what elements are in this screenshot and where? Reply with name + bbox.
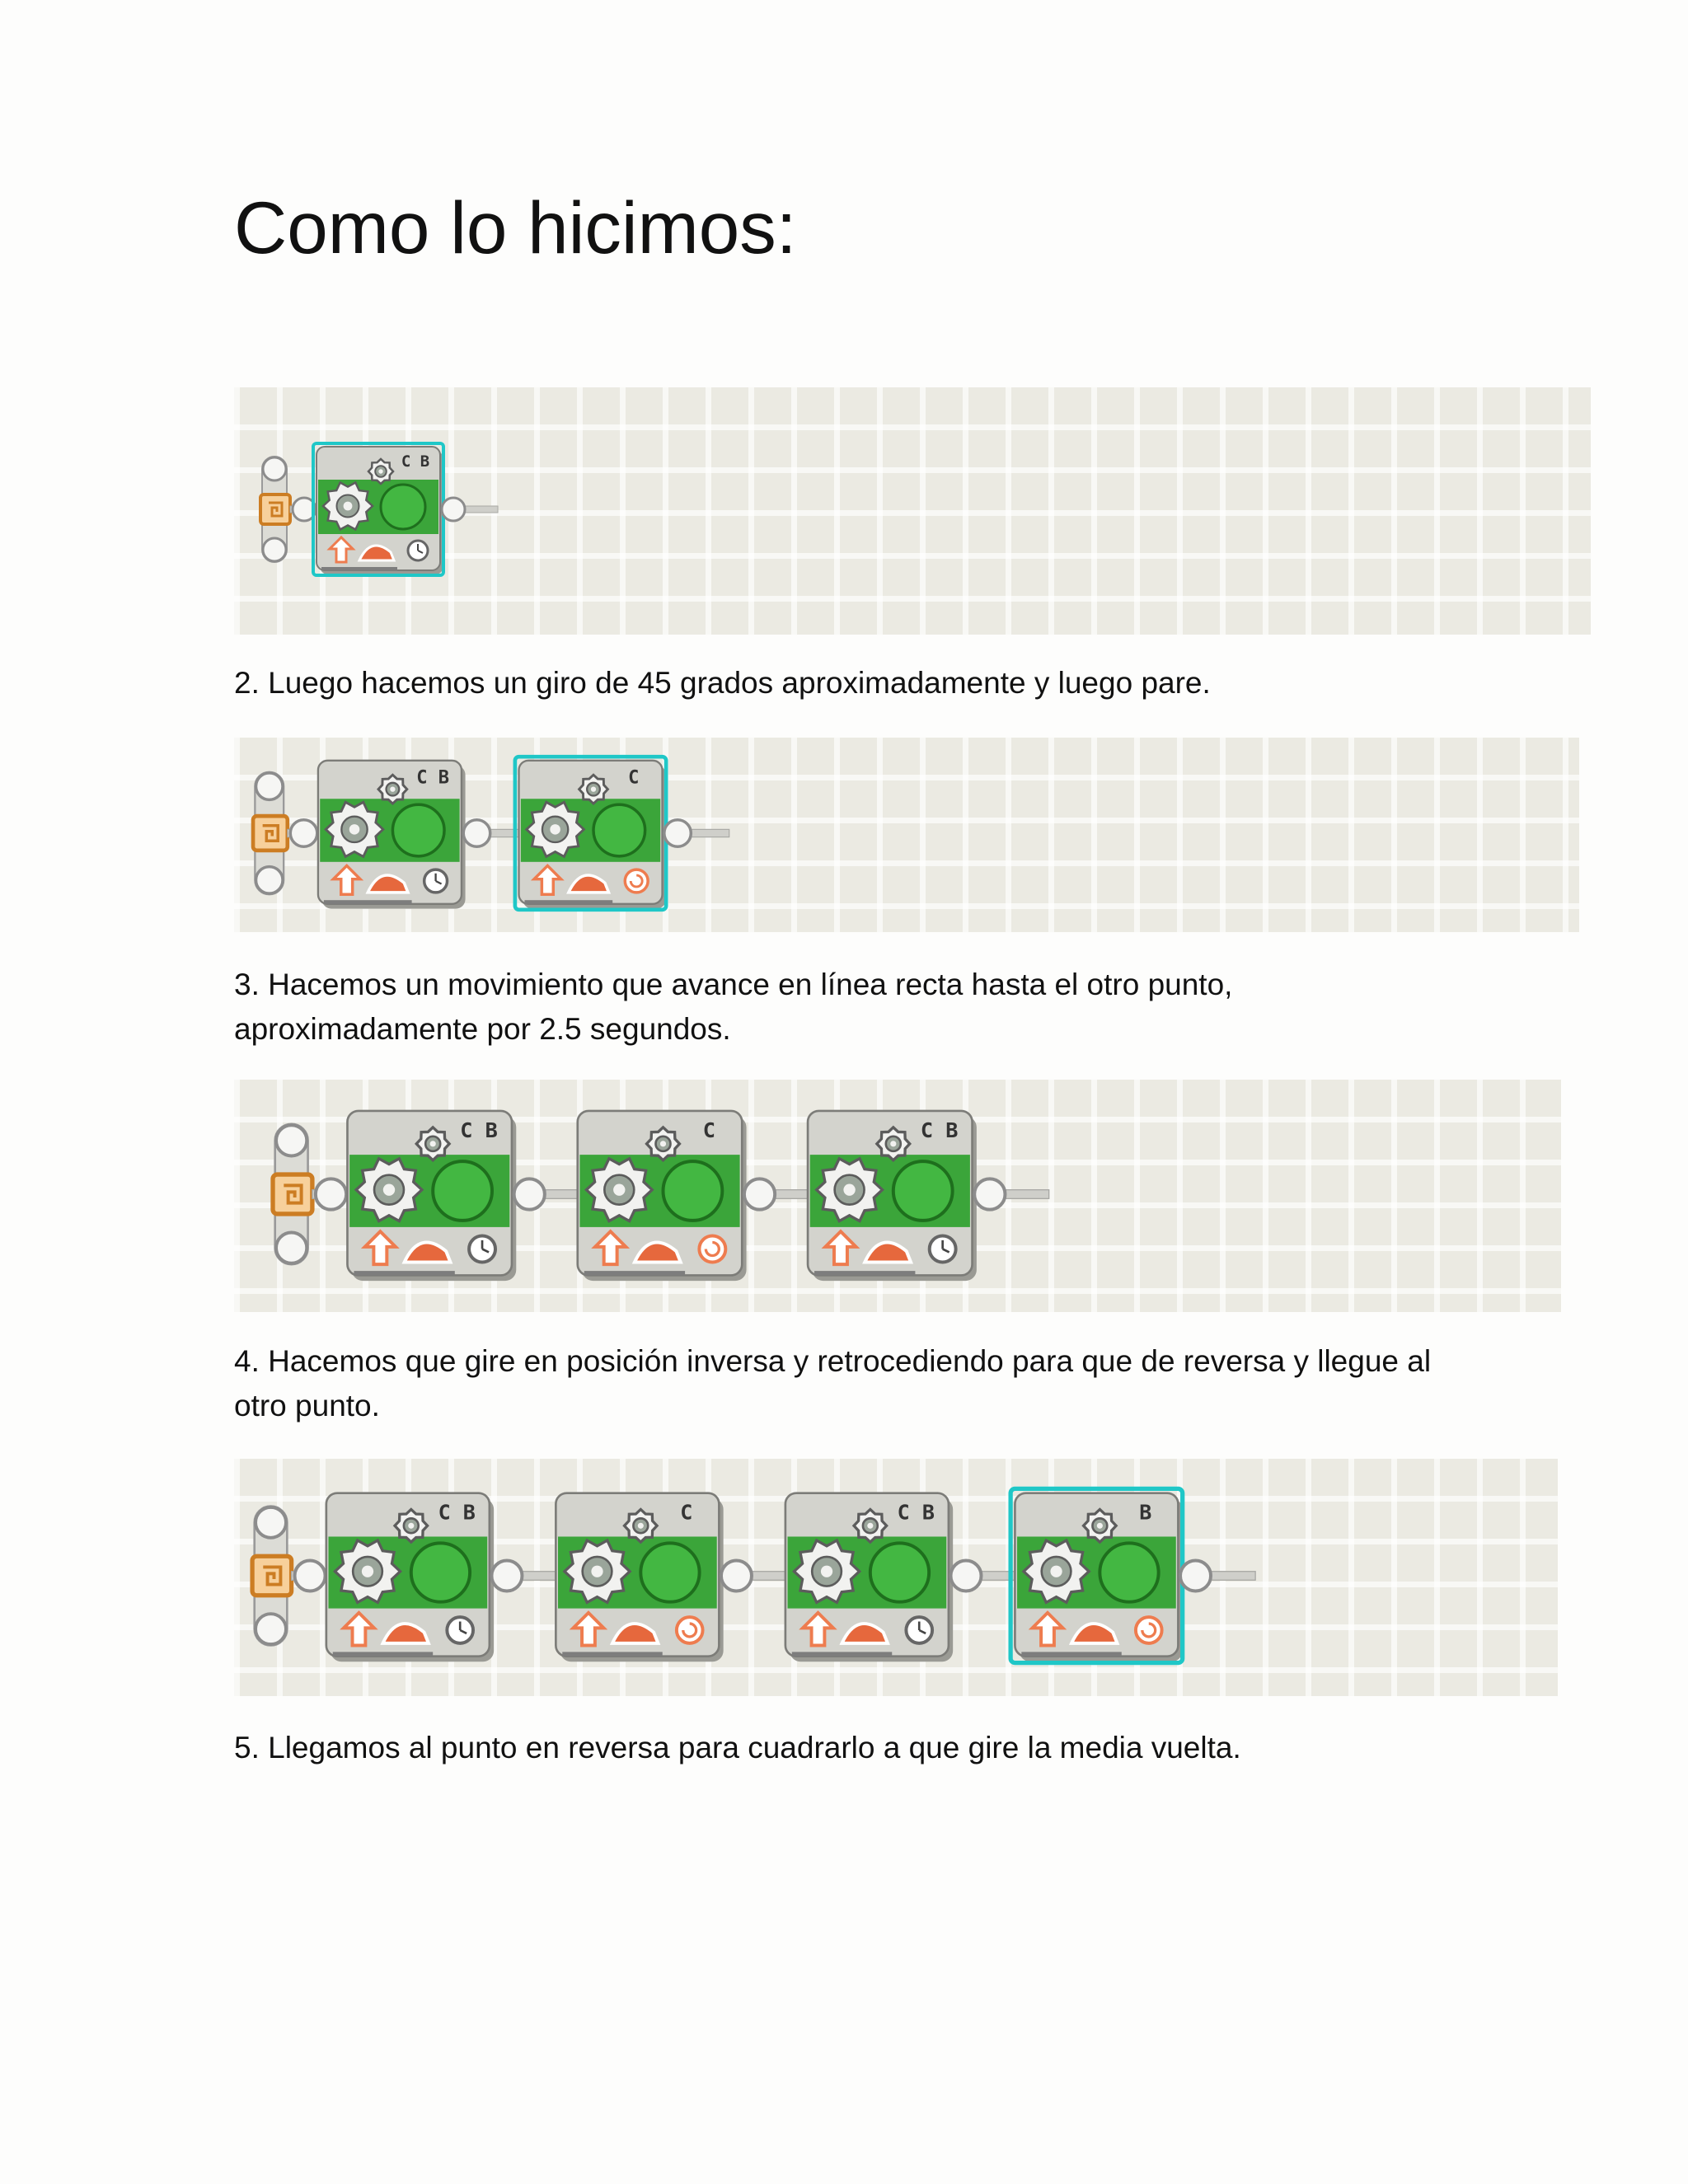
port-label: C B xyxy=(460,1118,498,1142)
move-block[interactable] xyxy=(1010,1488,1183,1662)
timer-clock-icon xyxy=(447,1617,473,1643)
program-strip-1 xyxy=(234,387,1591,635)
connector-hub[interactable] xyxy=(491,1561,522,1591)
rotation-icon xyxy=(677,1617,703,1643)
timer-clock-icon xyxy=(408,541,428,560)
caption-step-5: 5. Llegamos al punto en reversa para cuadrarlo a que gire la media vuelta. xyxy=(234,1731,1241,1765)
caption-step-4: 4. Hacemos que gire en posición inversa y retrocediendo para que de reversa y llegue al otro punto. xyxy=(234,1344,1432,1422)
port-label: C B xyxy=(416,767,450,789)
start-point-icon[interactable] xyxy=(252,1556,292,1596)
move-block[interactable] xyxy=(318,761,466,909)
connector-hub[interactable] xyxy=(290,820,316,846)
status-indicator-icon xyxy=(1100,1543,1158,1601)
move-block[interactable] xyxy=(313,443,443,575)
port-label: C B xyxy=(438,1500,476,1525)
connector-hub[interactable] xyxy=(721,1561,752,1591)
connector-hub[interactable] xyxy=(514,1179,545,1209)
start-point-icon[interactable] xyxy=(253,816,288,851)
small-gear-icon xyxy=(877,1127,910,1160)
port-label: C B xyxy=(920,1118,959,1142)
start-point-icon[interactable] xyxy=(260,494,290,524)
connector-hub[interactable] xyxy=(744,1179,775,1209)
port-label: B xyxy=(1139,1500,1152,1525)
small-gear-icon xyxy=(579,775,608,804)
small-gear-icon xyxy=(416,1127,449,1160)
small-gear-icon xyxy=(395,1509,428,1542)
status-indicator-icon xyxy=(593,804,645,856)
status-indicator-icon xyxy=(411,1543,470,1601)
page-title: Como lo hicimos: xyxy=(234,186,797,269)
timer-clock-icon xyxy=(906,1617,932,1643)
small-gear-icon xyxy=(378,775,407,804)
rotation-icon xyxy=(1136,1617,1162,1643)
connector-hub[interactable] xyxy=(974,1179,1005,1209)
program-strip-3 xyxy=(234,1080,1561,1312)
move-block[interactable] xyxy=(347,1111,516,1281)
status-indicator-icon xyxy=(381,485,425,529)
connector-hub[interactable] xyxy=(442,498,465,521)
status-indicator-icon xyxy=(392,804,444,856)
move-block[interactable] xyxy=(556,1493,723,1662)
timer-clock-icon xyxy=(424,869,448,893)
program-strip-4 xyxy=(234,1459,1558,1696)
status-indicator-icon xyxy=(893,1161,953,1221)
status-indicator-icon xyxy=(640,1543,699,1601)
status-indicator-icon xyxy=(663,1161,723,1221)
rotation-icon xyxy=(699,1236,725,1263)
start-point-icon[interactable] xyxy=(273,1174,312,1214)
port-label: C B xyxy=(897,1500,935,1525)
port-label: C B xyxy=(401,452,430,471)
connector-hub[interactable] xyxy=(463,820,490,846)
connector-hub[interactable] xyxy=(316,1179,346,1209)
timer-clock-icon xyxy=(469,1236,495,1263)
connector-hub[interactable] xyxy=(664,820,691,846)
small-gear-icon xyxy=(647,1127,680,1160)
small-gear-icon xyxy=(1084,1509,1117,1542)
move-block[interactable] xyxy=(808,1111,977,1281)
program-strip-2 xyxy=(234,738,1579,932)
move-block[interactable] xyxy=(326,1493,494,1662)
timer-clock-icon xyxy=(930,1236,956,1263)
small-gear-icon xyxy=(368,459,393,484)
port-label: C xyxy=(702,1118,715,1142)
connector-hub[interactable] xyxy=(951,1561,982,1591)
port-label: C xyxy=(628,767,640,789)
status-indicator-icon xyxy=(870,1543,929,1601)
caption-step-3: 3. Hacemos un movimiento que avance en línea recta hasta el otro punto, aproximadamente por 2.5 segundos. xyxy=(234,968,1233,1046)
small-gear-icon xyxy=(625,1509,658,1542)
move-block[interactable] xyxy=(515,757,666,910)
connector-hub[interactable] xyxy=(295,1561,326,1591)
move-block[interactable] xyxy=(578,1111,747,1281)
connector-hub[interactable] xyxy=(1180,1561,1211,1591)
small-gear-icon xyxy=(854,1509,887,1542)
move-block[interactable] xyxy=(785,1493,953,1662)
port-label: C xyxy=(680,1500,693,1525)
status-indicator-icon xyxy=(433,1161,492,1221)
caption-step-2: 2. Luego hacemos un giro de 45 grados aproximadamente y luego pare. xyxy=(234,666,1211,700)
rotation-icon xyxy=(625,869,648,893)
